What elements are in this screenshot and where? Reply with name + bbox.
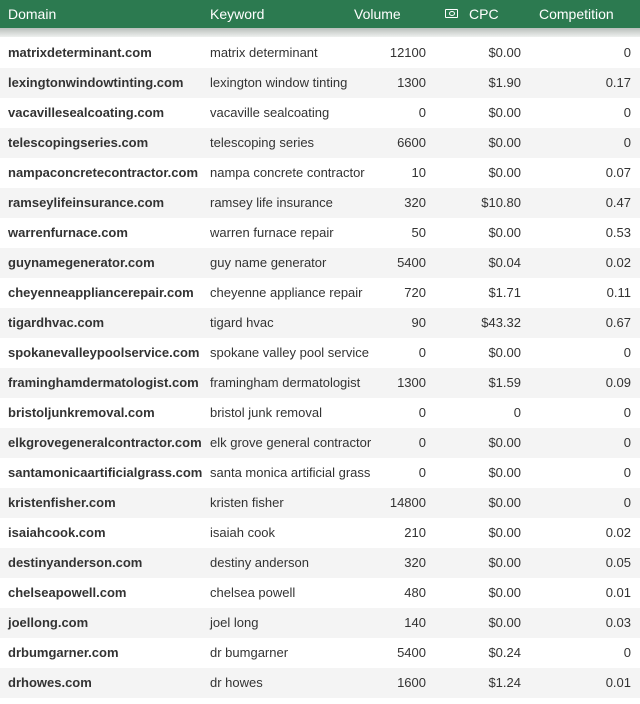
table-row[interactable] <box>0 578 640 608</box>
table-row[interactable] <box>0 548 640 578</box>
competition-cell: 0.17 <box>605 75 631 90</box>
volume-cell: 0 <box>418 105 426 120</box>
volume-cell: 320 <box>404 195 426 210</box>
cpc-cell: $0.00 <box>488 165 521 180</box>
cpc-cell: $0.24 <box>488 645 521 660</box>
domain-cell[interactable]: kristenfisher.com <box>8 495 116 510</box>
competition-cell: 0.47 <box>605 195 631 210</box>
volume-cell: 0 <box>418 435 426 450</box>
column-header-volume[interactable]: Volume <box>354 6 401 22</box>
competition-cell: 0 <box>623 645 631 660</box>
cpc-cell: $1.24 <box>488 675 521 690</box>
keyword-cell: isaiah cook <box>210 525 276 540</box>
cpc-cell: $0.00 <box>488 555 521 570</box>
volume-cell: 0 <box>418 405 426 420</box>
table-row[interactable] <box>0 38 640 68</box>
volume-cell: 720 <box>404 285 426 300</box>
volume-cell: 90 <box>411 315 426 330</box>
keyword-cell: cheyenne appliance repair <box>210 285 363 300</box>
competition-cell: 0.09 <box>605 375 631 390</box>
competition-cell: 0 <box>623 405 631 420</box>
competition-cell: 0.11 <box>606 285 631 300</box>
cpc-cell: $0.04 <box>488 255 521 270</box>
table-row[interactable] <box>0 638 640 668</box>
domain-cell[interactable]: cheyenneappliancerepair.com <box>8 285 194 300</box>
keyword-cell: ramsey life insurance <box>210 195 333 210</box>
competition-cell: 0 <box>623 345 631 360</box>
table-row[interactable] <box>0 518 640 548</box>
keyword-cell: framingham dermatologist <box>210 375 361 390</box>
cpc-cell: 0 <box>513 405 521 420</box>
table-body <box>0 38 640 698</box>
competition-cell: 0.01 <box>605 675 631 690</box>
keyword-cell: dr howes <box>210 675 263 690</box>
cpc-cell: $0.00 <box>488 225 521 240</box>
competition-cell: 0.05 <box>605 555 631 570</box>
keyword-cell: chelsea powell <box>210 585 296 600</box>
table-row[interactable] <box>0 428 640 458</box>
header-shadow <box>0 28 640 37</box>
competition-cell: 0.02 <box>605 525 631 540</box>
volume-cell: 14800 <box>389 495 426 510</box>
keyword-cell: dr bumgarner <box>210 645 289 660</box>
cpc-cell: $0.00 <box>488 135 521 150</box>
volume-cell: 0 <box>418 465 426 480</box>
cpc-cell: $1.59 <box>488 375 521 390</box>
cpc-cell: $0.00 <box>488 615 521 630</box>
keyword-cell: nampa concrete contractor <box>210 165 365 180</box>
cpc-cell: $0.00 <box>488 345 521 360</box>
domain-cell[interactable]: chelseapowell.com <box>8 585 127 600</box>
column-header-competition[interactable]: Competition <box>539 6 614 22</box>
table-row[interactable] <box>0 248 640 278</box>
table-row[interactable] <box>0 68 640 98</box>
cpc-cell: $1.71 <box>488 285 521 300</box>
volume-cell: 12100 <box>389 45 426 60</box>
domain-cell[interactable]: guynamegenerator.com <box>8 255 155 270</box>
cpc-cell: $0.00 <box>488 435 521 450</box>
table-row[interactable] <box>0 308 640 338</box>
volume-cell: 210 <box>404 525 426 540</box>
table-row[interactable] <box>0 98 640 128</box>
competition-cell: 0 <box>623 465 631 480</box>
competition-cell: 0 <box>623 495 631 510</box>
cpc-cell: $0.00 <box>488 45 521 60</box>
keyword-cell: vacaville sealcoating <box>210 105 330 120</box>
competition-cell: 0.01 <box>605 585 631 600</box>
volume-cell: 5400 <box>397 255 426 270</box>
volume-cell: 1600 <box>397 675 426 690</box>
domain-cell[interactable]: telescopingseries.com <box>8 135 149 150</box>
domain-cell[interactable]: elkgrovegeneralcontractor.com <box>8 435 202 450</box>
keyword-cell: warren furnace repair <box>210 225 334 240</box>
volume-cell: 50 <box>411 225 426 240</box>
volume-cell: 0 <box>418 345 426 360</box>
domain-cell[interactable]: lexingtonwindowtinting.com <box>8 75 184 90</box>
keyword-cell: bristol junk removal <box>210 405 322 420</box>
table-row[interactable] <box>0 128 640 158</box>
volume-cell: 1300 <box>397 75 426 90</box>
volume-cell: 6600 <box>397 135 426 150</box>
table-row[interactable] <box>0 188 640 218</box>
keyword-cell: guy name generator <box>210 255 327 270</box>
table-row[interactable] <box>0 338 640 368</box>
competition-cell: 0 <box>623 45 631 60</box>
domain-cell[interactable]: warrenfurnace.com <box>8 225 128 240</box>
volume-cell: 5400 <box>397 645 426 660</box>
competition-cell: 0.07 <box>605 165 631 180</box>
volume-cell: 480 <box>404 585 426 600</box>
keyword-cell: spokane valley pool service <box>210 345 369 360</box>
domain-cell[interactable]: drhowes.com <box>8 675 92 690</box>
competition-cell: 0.03 <box>605 615 631 630</box>
domain-cell[interactable]: framinghamdermatologist.com <box>8 375 199 390</box>
domain-cell[interactable]: joellong.com <box>8 615 89 630</box>
column-header-keyword[interactable]: Keyword <box>210 6 265 22</box>
table-row[interactable] <box>0 488 640 518</box>
keyword-cell: lexington window tinting <box>210 75 348 90</box>
table-row[interactable] <box>0 368 640 398</box>
competition-cell: 0.53 <box>605 225 631 240</box>
table-row[interactable] <box>0 218 640 248</box>
volume-cell: 140 <box>404 615 426 630</box>
table-row[interactable] <box>0 158 640 188</box>
table-row[interactable] <box>0 398 640 428</box>
domain-cell[interactable]: nampaconcretecontractor.com <box>8 165 199 180</box>
competition-cell: 0.02 <box>605 255 631 270</box>
keyword-cell: tigard hvac <box>210 315 274 330</box>
cpc-cell: $0.00 <box>488 105 521 120</box>
cpc-cell: $0.00 <box>488 465 521 480</box>
cpc-cell: $0.00 <box>488 585 521 600</box>
keyword-cell: santa monica artificial grass <box>210 465 371 480</box>
keyword-cell: kristen fisher <box>210 495 284 510</box>
domain-cell[interactable]: drbumgarner.com <box>8 645 119 660</box>
domain-cell[interactable]: santamonicaartificialgrass.com <box>8 465 203 480</box>
money-icon <box>445 9 458 18</box>
domain-cell[interactable]: spokanevalleypoolservice.com <box>8 345 200 360</box>
competition-cell: 0.67 <box>605 315 631 330</box>
competition-cell: 0 <box>623 435 631 450</box>
column-header-cpc[interactable]: CPC <box>469 6 499 22</box>
keyword-cell: elk grove general contractor <box>210 435 372 450</box>
table-row[interactable] <box>0 278 640 308</box>
table-row[interactable] <box>0 458 640 488</box>
domain-cell[interactable]: tigardhvac.com <box>8 315 105 330</box>
table-header <box>0 0 640 28</box>
volume-cell: 320 <box>404 555 426 570</box>
cpc-cell: $0.00 <box>488 525 521 540</box>
domain-cell[interactable]: matrixdeterminant.com <box>8 45 152 60</box>
domain-cell[interactable]: destinyanderson.com <box>8 555 143 570</box>
column-header-domain[interactable]: Domain <box>8 6 57 22</box>
domain-cell[interactable]: ramseylifeinsurance.com <box>8 195 165 210</box>
volume-cell: 1300 <box>397 375 426 390</box>
domain-cell[interactable]: bristoljunkremoval.com <box>8 405 155 420</box>
keyword-cell: telescoping series <box>210 135 315 150</box>
competition-cell: 0 <box>623 105 631 120</box>
table-row[interactable] <box>0 608 640 638</box>
keyword-cell: matrix determinant <box>210 45 318 60</box>
cpc-cell: $10.80 <box>481 195 521 210</box>
cpc-cell: $0.00 <box>488 495 521 510</box>
cpc-cell: $1.90 <box>488 75 521 90</box>
keyword-cell: destiny anderson <box>210 555 310 570</box>
competition-cell: 0 <box>623 135 631 150</box>
volume-cell: 10 <box>411 165 426 180</box>
keyword-cell: joel long <box>210 615 259 630</box>
table-row[interactable] <box>0 668 640 698</box>
domain-cell[interactable]: vacavillesealcoating.com <box>8 105 165 120</box>
cpc-cell: $43.32 <box>481 315 521 330</box>
domain-cell[interactable]: isaiahcook.com <box>8 525 106 540</box>
